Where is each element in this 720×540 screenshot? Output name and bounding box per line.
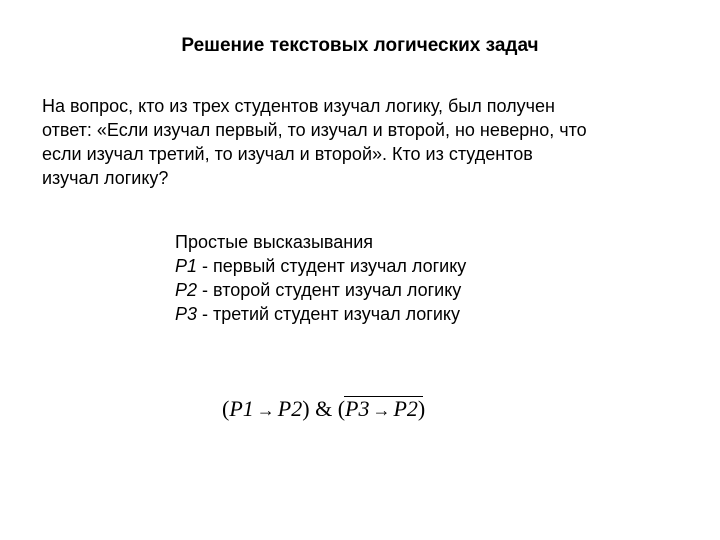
slide-title: Решение текстовых логических задач: [181, 35, 539, 56]
formula-paren: (: [222, 396, 230, 421]
logic-formula: [222, 394, 425, 425]
statement-variable: P1: [175, 256, 198, 276]
formula-variable: P2: [393, 396, 418, 421]
formula-paren: (: [337, 396, 346, 421]
formula-variable: P2: [277, 396, 303, 421]
statements-heading: Простые высказывания: [175, 232, 374, 252]
formula-variable: P3: [345, 396, 370, 421]
statement-variable: P2: [175, 280, 198, 300]
conjunction-symbol: &: [309, 396, 338, 421]
statement-item: [175, 254, 575, 278]
problem-line: изучал логику?: [42, 168, 169, 188]
formula-variable: P1: [229, 396, 254, 421]
implication-arrow-icon: →: [256, 400, 275, 420]
negated-implication: [338, 394, 426, 425]
statement-text: - первый студент изучал логику: [197, 256, 467, 276]
statement-item: [175, 278, 575, 302]
implication-arrow-icon: →: [372, 400, 391, 420]
statement-text: - третий студент изучал логику: [197, 304, 461, 324]
formula-paren: ): [417, 396, 426, 421]
statement-variable: P3: [175, 304, 198, 324]
statement-text: - второй студент изучал логику: [197, 280, 462, 300]
problem-line: На вопрос, кто из трех студентов изучал логику, был получен: [42, 96, 555, 116]
problem-text: [42, 94, 682, 190]
problem-line: если изучал третий, то изучал и второй». Кто из студентов: [42, 144, 533, 164]
problem-line: ответ: «Если изучал первый, то изучал и второй, но неверно, что: [42, 120, 587, 140]
simple-statements: [175, 230, 575, 326]
statement-item: [175, 302, 575, 326]
formula-paren: ): [302, 396, 310, 421]
